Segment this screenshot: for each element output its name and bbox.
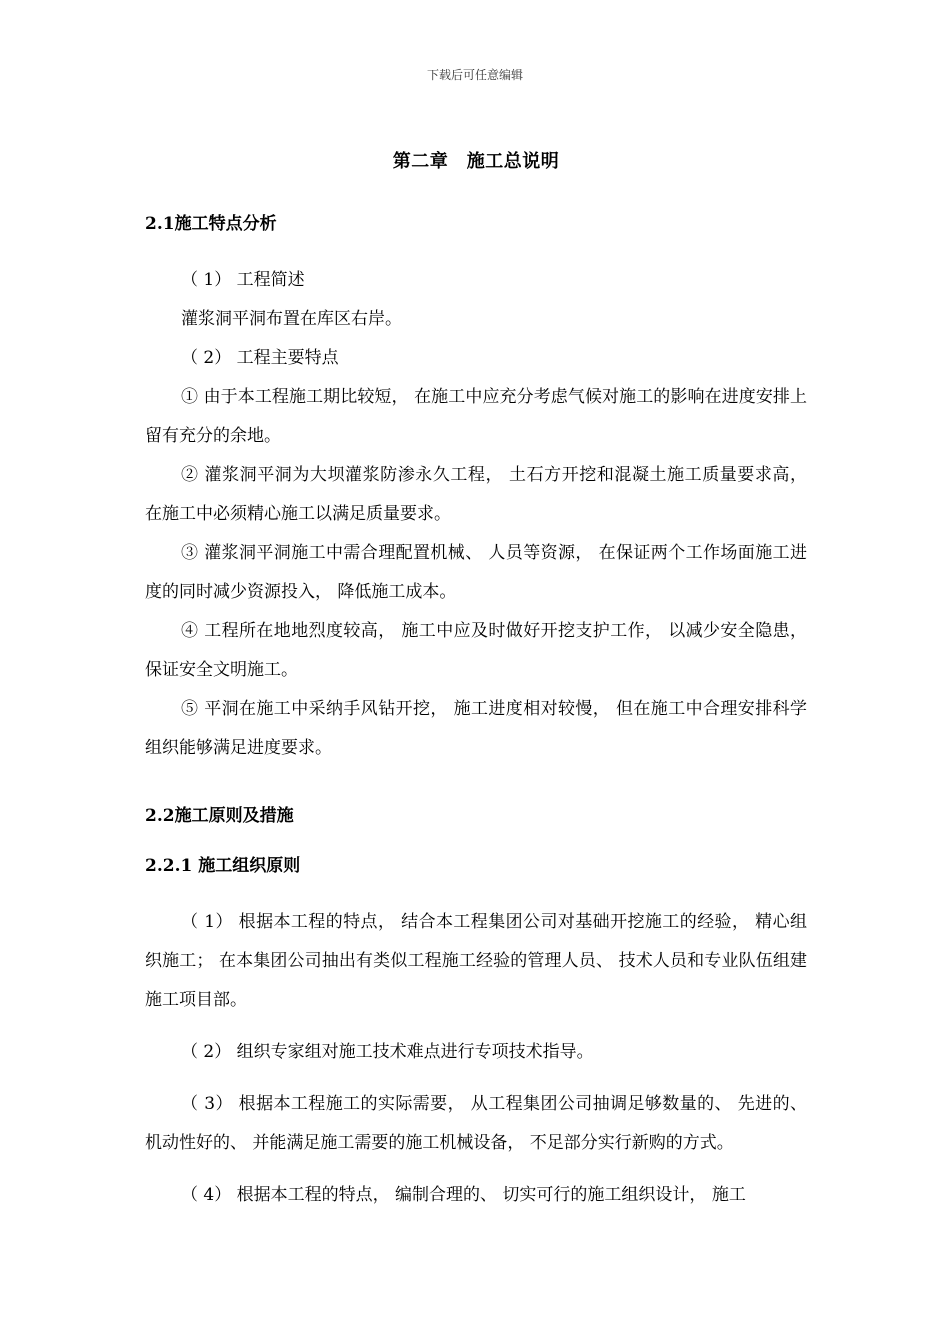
paragraph: （ 3） 根据本工程施工的实际需要， 从工程集团公司抽调足够数量的、 先进的、 机动性好的、 并能满足施工需要的施工机械设备， 不足部分实行新购的方式。 [145, 1094, 807, 1153]
paragraph: ③ 灌浆洞平洞施工中需合理配置机械、 人员等资源， 在保证两个工作场面施工进度的同时减少资源投入， 降低施工成本。 [145, 543, 807, 602]
paragraph: （ 4） 根据本工程的特点， 编制合理的、 切实可行的施工组织设计， 施工 [181, 1185, 746, 1205]
paragraph: （ 2） 工程主要特点 [181, 348, 339, 368]
chapter-title: 第二章 施工总说明 [392, 151, 560, 172]
paragraph: ② 灌浆洞平洞为大坝灌浆防渗永久工程， 土石方开挖和混凝土施工质量要求高， 在施工中必须精心施工以满足质量要求。 [145, 465, 807, 524]
paragraph: ④ 工程所在地地烈度较高， 施工中应及时做好开挖支护工作， 以减少安全隐患， 保证安全文明施工。 [145, 621, 807, 680]
section-heading-2-1: 2.1施工特点分析 [145, 214, 277, 234]
paragraph: ⑤ 平洞在施工中采纳手风钻开挖， 施工进度相对较慢， 但在施工中合理安排科学组织能够满足进度要求。 [145, 699, 807, 758]
paragraph: ① 由于本工程施工期比较短， 在施工中应充分考虑气候对施工的影响在进度安排上留有充分的余地。 [145, 387, 807, 446]
paragraph: （ 1） 工程简述 [181, 270, 305, 290]
section-heading-2-2-1: 2.2.1 施工组织原则 [145, 856, 301, 876]
section-heading-2-2: 2.2施工原则及措施 [145, 806, 294, 826]
paragraph: （ 1） 根据本工程的特点， 结合本工程集团公司对基础开挖施工的经验， 精心组织施工； 在本集团公司抽出有类似工程施工经验的管理人员、 技术人员和专业队伍组建施工项目部。 [145, 912, 807, 1010]
paragraph: 灌浆洞平洞布置在库区右岸。 [181, 309, 402, 329]
document-body [145, 150, 807, 1215]
header-note: 下载后可任意编辑 [426, 68, 523, 82]
paragraph: （ 2） 组织专家组对施工技术难点进行专项技术指导。 [181, 1042, 594, 1062]
